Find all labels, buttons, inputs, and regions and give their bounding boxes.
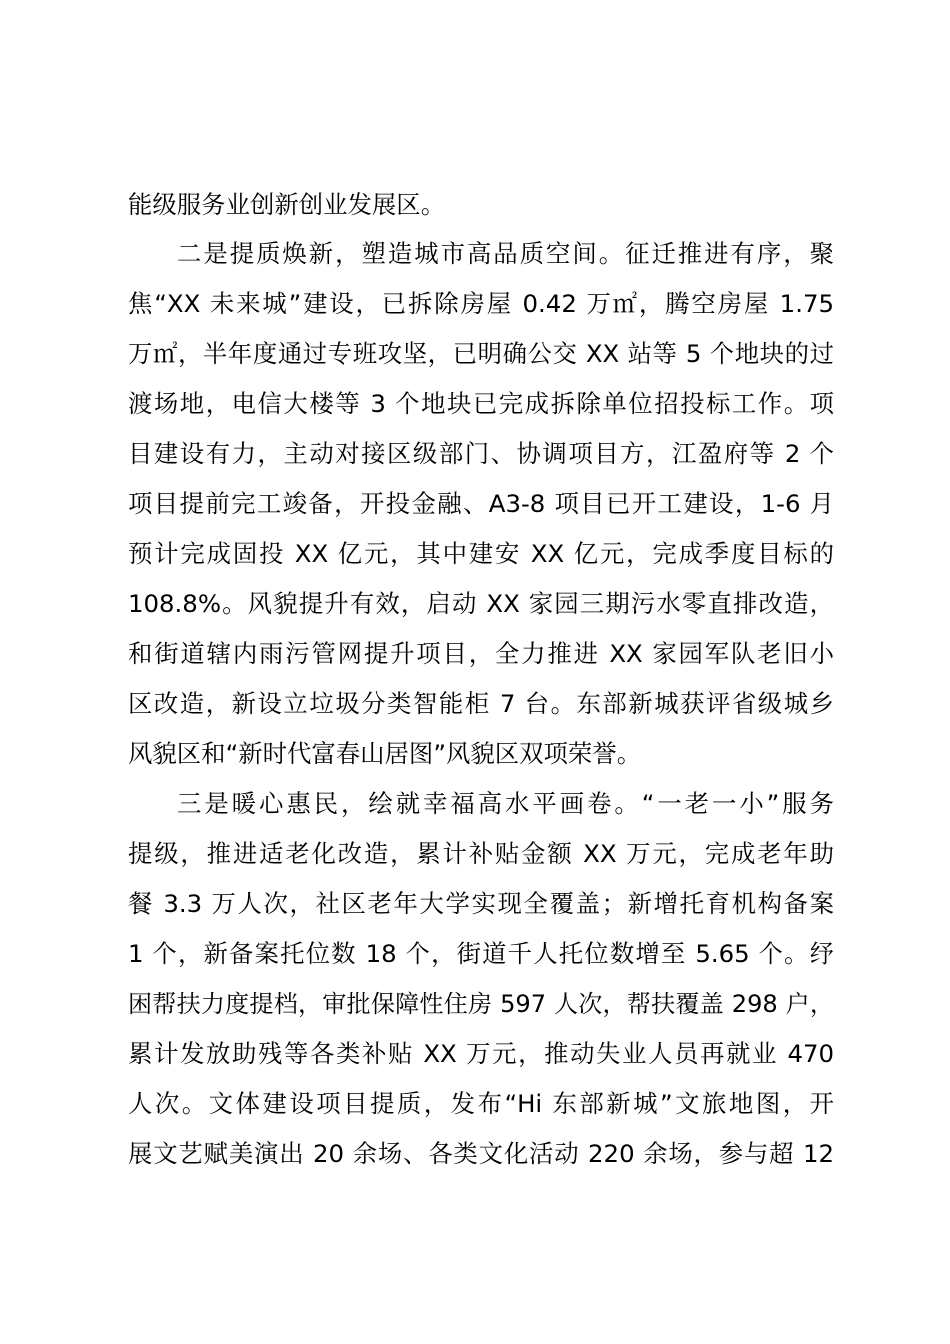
text-line: 渡场地，电信大楼等 3 个地块已完成拆除单位招投标工作。项 <box>128 389 834 418</box>
paragraph-first-line: 三是暖心惠民，绘就幸福高水平画卷。“一老一小”服务 <box>177 789 834 818</box>
text-line: 人次。文体建设项目提质，发布“Hi 东部新城”文旅地图，开 <box>128 1089 834 1118</box>
text-line: 和街道辖内雨污管网提升项目，全力推进 XX 家园军队老旧小 <box>128 639 834 668</box>
text-line: 累计发放助残等各类补贴 XX 万元，推动失业人员再就业 470 <box>128 1039 834 1068</box>
text-line: 困帮扶力度提档，审批保障性住房 597 人次，帮扶覆盖 298 户， <box>128 990 834 1018</box>
text-line: 风貌区和“新时代富春山居图”风貌区双项荣誉。 <box>128 739 642 768</box>
text-line: 目建设有力，主动对接区级部门、协调项目方，江盈府等 2 个 <box>128 439 834 468</box>
text-line: 万㎡，半年度通过专班攻坚，已明确公交 XX 站等 5 个地块的过 <box>128 339 834 368</box>
text-line: 提级，推进适老化改造，累计补贴金额 XX 万元，完成老年助 <box>128 839 834 868</box>
text-line: 项目提前完工竣备，开投金融、A3-8 项目已开工建设，1-6 月 <box>128 489 834 518</box>
text-line: 1 个，新备案托位数 18 个，街道千人托位数增至 5.65 个。纾 <box>128 939 834 968</box>
text-line: 预计完成固投 XX 亿元，其中建安 XX 亿元，完成季度目标的 <box>128 539 834 568</box>
paragraph-first-line: 二是提质焕新，塑造城市高品质空间。征迁推进有序，聚 <box>177 239 834 268</box>
text-line: 展文艺赋美演出 20 余场、各类文化活动 220 余场，参与超 12 <box>128 1139 834 1168</box>
text-line: 区改造，新设立垃圾分类智能柜 7 台。东部新城获评省级城乡 <box>128 689 834 718</box>
text-line: 108.8%。风貌提升有效，启动 XX 家园三期污水零直排改造， <box>128 589 834 618</box>
text-line: 餐 3.3 万人次，社区老年大学实现全覆盖；新增托育机构备案 <box>128 889 834 918</box>
text-line: 能级服务业创新创业发展区。 <box>128 190 446 219</box>
text-line: 焦“XX 未来城”建设，已拆除房屋 0.42 万㎡，腾空房屋 1.75 <box>128 289 834 318</box>
